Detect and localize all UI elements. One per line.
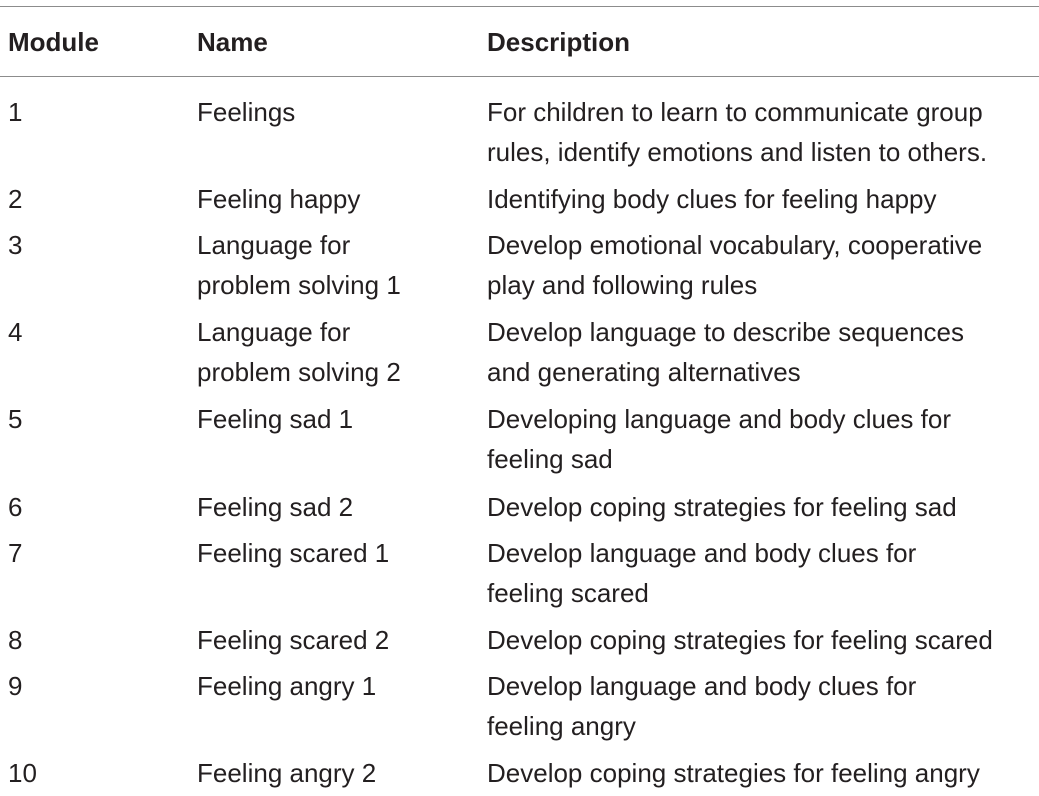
- row-description: [487, 620, 993, 660]
- header-module: Module: [8, 27, 99, 57]
- row-module: 8: [8, 625, 23, 655]
- row-description: [487, 92, 987, 172]
- row-description-line: Develop coping strategies for feeling sad: [487, 492, 957, 522]
- row-name: [197, 92, 295, 132]
- table-top-rule: [0, 6, 1039, 7]
- row-name-line: Feelings: [197, 97, 296, 127]
- row-description-line: Develop language and body clues for: [487, 538, 917, 568]
- row-name: [197, 179, 360, 219]
- header-description: Description: [487, 27, 631, 57]
- row-name-line: Feeling scared 1: [197, 538, 390, 568]
- row-description-line: and generating alternatives: [487, 357, 801, 387]
- row-description-line: Develop language and body clues for: [487, 671, 917, 701]
- row-description-line: Develop coping strategies for feeling angry: [487, 758, 980, 788]
- row-module: 7: [8, 538, 23, 568]
- row-name-line: Language for: [197, 317, 351, 347]
- row-name-line: Feeling scared 2: [197, 625, 390, 655]
- row-name-line: problem solving 2: [197, 357, 401, 387]
- row-description: [487, 225, 982, 305]
- row-module: 3: [8, 230, 23, 260]
- row-module: 2: [8, 184, 23, 214]
- row-description: [487, 312, 964, 392]
- header-name: Name: [197, 27, 268, 57]
- row-description-line: Develop coping strategies for feeling scared: [487, 625, 993, 655]
- row-description-line: feeling angry: [487, 711, 636, 741]
- row-name-line: Language for: [197, 230, 351, 260]
- row-name-line: problem solving 1: [197, 270, 401, 300]
- row-description-line: Developing language and body clues for: [487, 404, 952, 434]
- row-name: [197, 312, 401, 392]
- row-name: [197, 225, 401, 305]
- row-name: [197, 533, 389, 573]
- row-description: [487, 753, 980, 793]
- row-module: 6: [8, 492, 23, 522]
- row-description-line: Develop emotional vocabulary, cooperative: [487, 230, 983, 260]
- row-description: [487, 533, 916, 613]
- row-description: [487, 399, 951, 479]
- row-name-line: Feeling happy: [197, 184, 361, 214]
- row-name: [197, 620, 389, 660]
- row-description-line: feeling sad: [487, 444, 613, 474]
- row-module: 5: [8, 404, 23, 434]
- row-name-line: Feeling angry 1: [197, 671, 377, 701]
- row-module: 10: [8, 758, 37, 788]
- row-description-line: rules, identify emotions and listen to others.: [487, 137, 988, 167]
- row-name: [197, 487, 353, 527]
- row-description: [487, 179, 937, 219]
- row-name-line: Feeling sad 1: [197, 404, 354, 434]
- row-description-line: Identifying body clues for feeling happy: [487, 184, 937, 214]
- row-description-line: Develop language to describe sequences: [487, 317, 965, 347]
- table-header-rule: [0, 76, 1039, 77]
- row-name-line: Feeling sad 2: [197, 492, 354, 522]
- row-module: 4: [8, 317, 23, 347]
- row-module: 9: [8, 671, 23, 701]
- row-name: [197, 753, 376, 793]
- row-description: [487, 666, 916, 746]
- row-description-line: For children to learn to communicate group: [487, 97, 983, 127]
- row-description-line: play and following rules: [487, 270, 758, 300]
- row-name: [197, 666, 376, 706]
- row-module: 1: [8, 97, 23, 127]
- row-name-line: Feeling angry 2: [197, 758, 377, 788]
- row-description-line: feeling scared: [487, 578, 649, 608]
- row-name: [197, 399, 353, 439]
- row-description: [487, 487, 957, 527]
